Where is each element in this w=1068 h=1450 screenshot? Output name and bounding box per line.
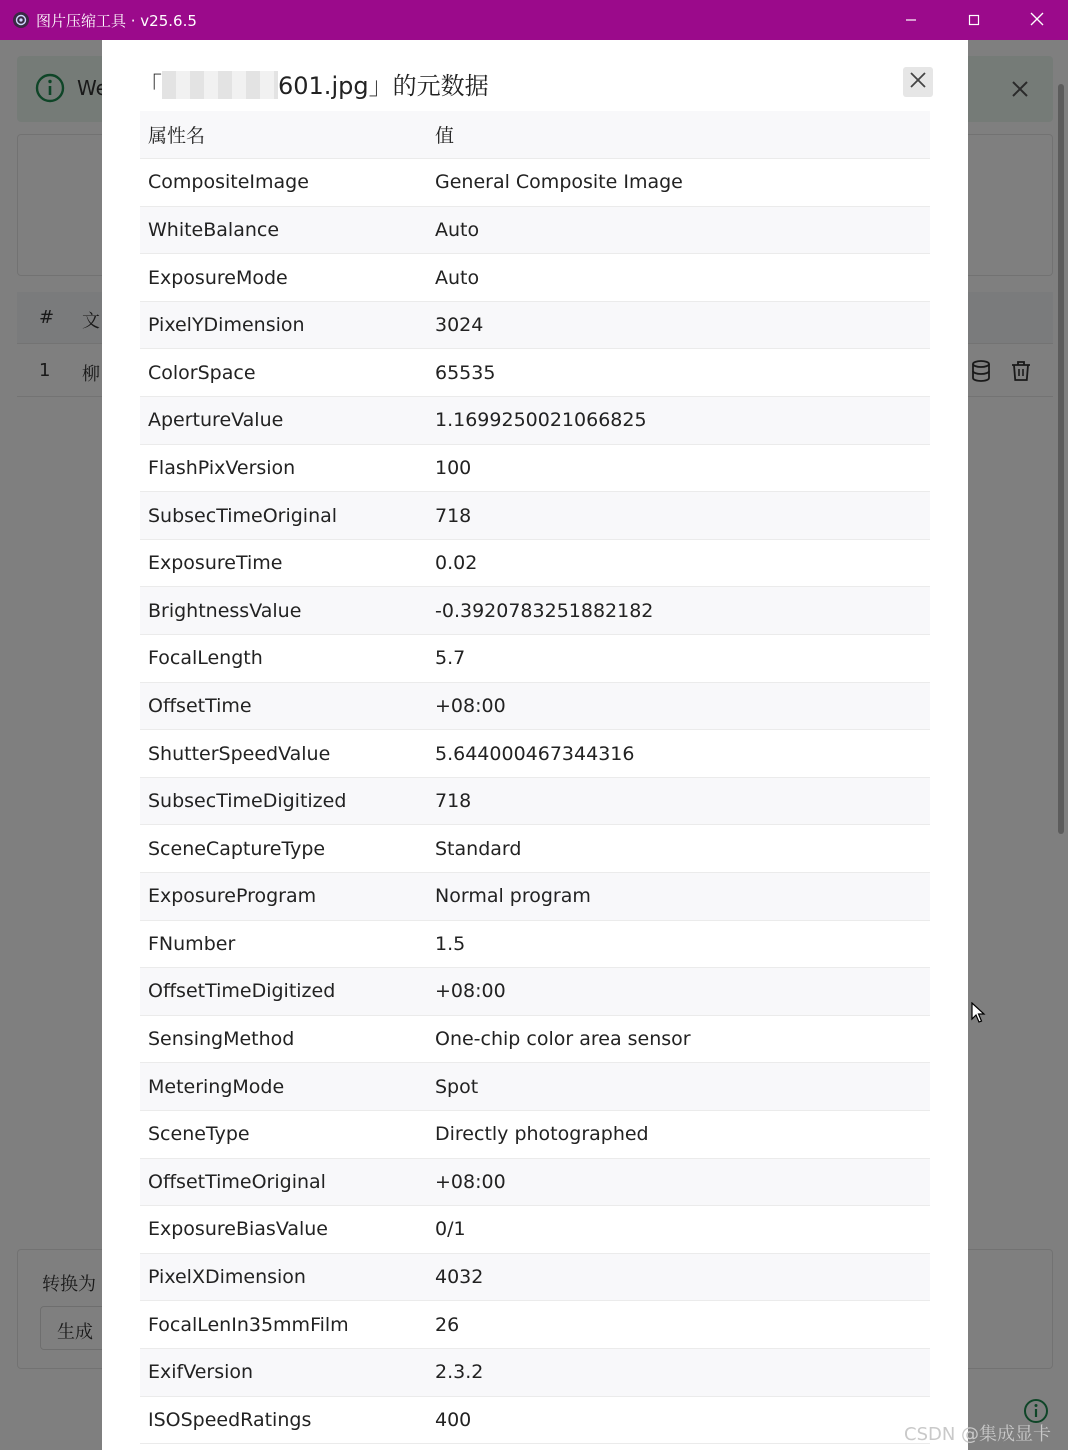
property-value: 1.5 — [427, 920, 930, 968]
property-value: Standard — [427, 825, 930, 873]
property-name: FNumber — [140, 920, 427, 968]
property-value: 0.02 — [427, 539, 930, 587]
property-name: OffsetTime — [140, 682, 427, 730]
property-name: CompositeImage — [140, 159, 427, 207]
watermark: CSDN @集成显卡 — [904, 1424, 1052, 1445]
metadata-table — [140, 111, 930, 1444]
table-row — [140, 1206, 930, 1254]
property-value: 4032 — [427, 1253, 930, 1301]
table-row — [140, 1110, 930, 1158]
maximize-button[interactable] — [942, 0, 1005, 40]
column-header-property: 属性名 — [140, 111, 427, 159]
metadata-rows — [140, 159, 930, 1444]
app-logo-icon — [12, 11, 30, 29]
table-row — [140, 539, 930, 587]
property-value: 26 — [427, 1301, 930, 1349]
table-row — [140, 1396, 930, 1444]
property-value: Directly photographed — [427, 1110, 930, 1158]
minimize-icon — [905, 11, 917, 30]
table-row — [140, 730, 930, 778]
property-name: ExposureBiasValue — [140, 1206, 427, 1254]
table-row — [140, 1253, 930, 1301]
property-name: FlashPixVersion — [140, 444, 427, 492]
property-value: 400 — [427, 1396, 930, 1444]
property-value: +08:00 — [427, 682, 930, 730]
table-row — [140, 254, 930, 302]
property-value: General Composite Image — [427, 159, 930, 207]
metadata-dialog — [102, 40, 968, 1450]
table-row — [140, 349, 930, 397]
table-row — [140, 397, 930, 445]
property-name: ExposureMode — [140, 254, 427, 302]
property-name: ExifVersion — [140, 1348, 427, 1396]
table-row — [140, 1015, 930, 1063]
property-value: Auto — [427, 206, 930, 254]
property-name: ISOSpeedRatings — [140, 1396, 427, 1444]
close-icon — [1030, 11, 1044, 30]
table-row — [140, 777, 930, 825]
metadata-header-row — [140, 111, 930, 159]
table-row — [140, 1348, 930, 1396]
property-name: PixelYDimension — [140, 301, 427, 349]
property-value: 65535 — [427, 349, 930, 397]
column-header-value: 值 — [427, 111, 930, 159]
property-name: OffsetTimeDigitized — [140, 968, 427, 1016]
property-name: SceneCaptureType — [140, 825, 427, 873]
property-name: FocalLength — [140, 635, 427, 683]
property-value: +08:00 — [427, 968, 930, 1016]
window-title: 图片压缩工具 · v25.6.5 — [36, 11, 197, 30]
table-row — [140, 635, 930, 683]
property-value: 1.1699250021066825 — [427, 397, 930, 445]
property-value: 0/1 — [427, 1206, 930, 1254]
window-close-button[interactable] — [1005, 0, 1068, 40]
property-value: 718 — [427, 777, 930, 825]
property-value: 5.7 — [427, 635, 930, 683]
table-row — [140, 206, 930, 254]
property-value: 718 — [427, 492, 930, 540]
property-value: Spot — [427, 1063, 930, 1111]
property-name: ApertureValue — [140, 397, 427, 445]
property-name: MeteringMode — [140, 1063, 427, 1111]
table-row — [140, 1063, 930, 1111]
property-name: ExposureProgram — [140, 873, 427, 921]
dialog-title — [138, 66, 489, 101]
minimize-button[interactable] — [879, 0, 942, 40]
property-value: Auto — [427, 254, 930, 302]
table-row — [140, 1158, 930, 1206]
table-row — [140, 159, 930, 207]
property-value: Normal program — [427, 873, 930, 921]
dialog-title-suffix: 601.jpg」的元数据 — [278, 72, 489, 100]
property-value: 2.3.2 — [427, 1348, 930, 1396]
property-name: BrightnessValue — [140, 587, 427, 635]
maximize-icon — [968, 11, 980, 30]
property-name: ExposureTime — [140, 539, 427, 587]
table-row — [140, 968, 930, 1016]
dialog-close-button[interactable] — [903, 67, 933, 97]
property-name: FocalLenIn35mmFilm — [140, 1301, 427, 1349]
property-value: 5.644000467344316 — [427, 730, 930, 778]
table-row — [140, 492, 930, 540]
table-row — [140, 301, 930, 349]
property-name: SceneType — [140, 1110, 427, 1158]
property-value: -0.3920783251882182 — [427, 587, 930, 635]
property-value: 100 — [427, 444, 930, 492]
dialog-title-prefix: 「 — [138, 72, 162, 100]
table-row — [140, 682, 930, 730]
close-icon — [909, 71, 927, 93]
property-name: PixelXDimension — [140, 1253, 427, 1301]
redacted-filename — [162, 71, 278, 99]
table-row — [140, 1301, 930, 1349]
table-row — [140, 920, 930, 968]
property-name: SubsecTimeDigitized — [140, 777, 427, 825]
property-name: SensingMethod — [140, 1015, 427, 1063]
window-controls — [879, 0, 1068, 40]
mouse-cursor-icon — [971, 1002, 987, 1024]
table-row — [140, 825, 930, 873]
title-bar — [0, 0, 1068, 40]
property-name: OffsetTimeOriginal — [140, 1158, 427, 1206]
property-value: 3024 — [427, 301, 930, 349]
property-name: SubsecTimeOriginal — [140, 492, 427, 540]
property-name: WhiteBalance — [140, 206, 427, 254]
table-row — [140, 587, 930, 635]
property-name: ColorSpace — [140, 349, 427, 397]
table-row — [140, 444, 930, 492]
property-value: +08:00 — [427, 1158, 930, 1206]
property-name: ShutterSpeedValue — [140, 730, 427, 778]
property-value: One-chip color area sensor — [427, 1015, 930, 1063]
table-row — [140, 873, 930, 921]
